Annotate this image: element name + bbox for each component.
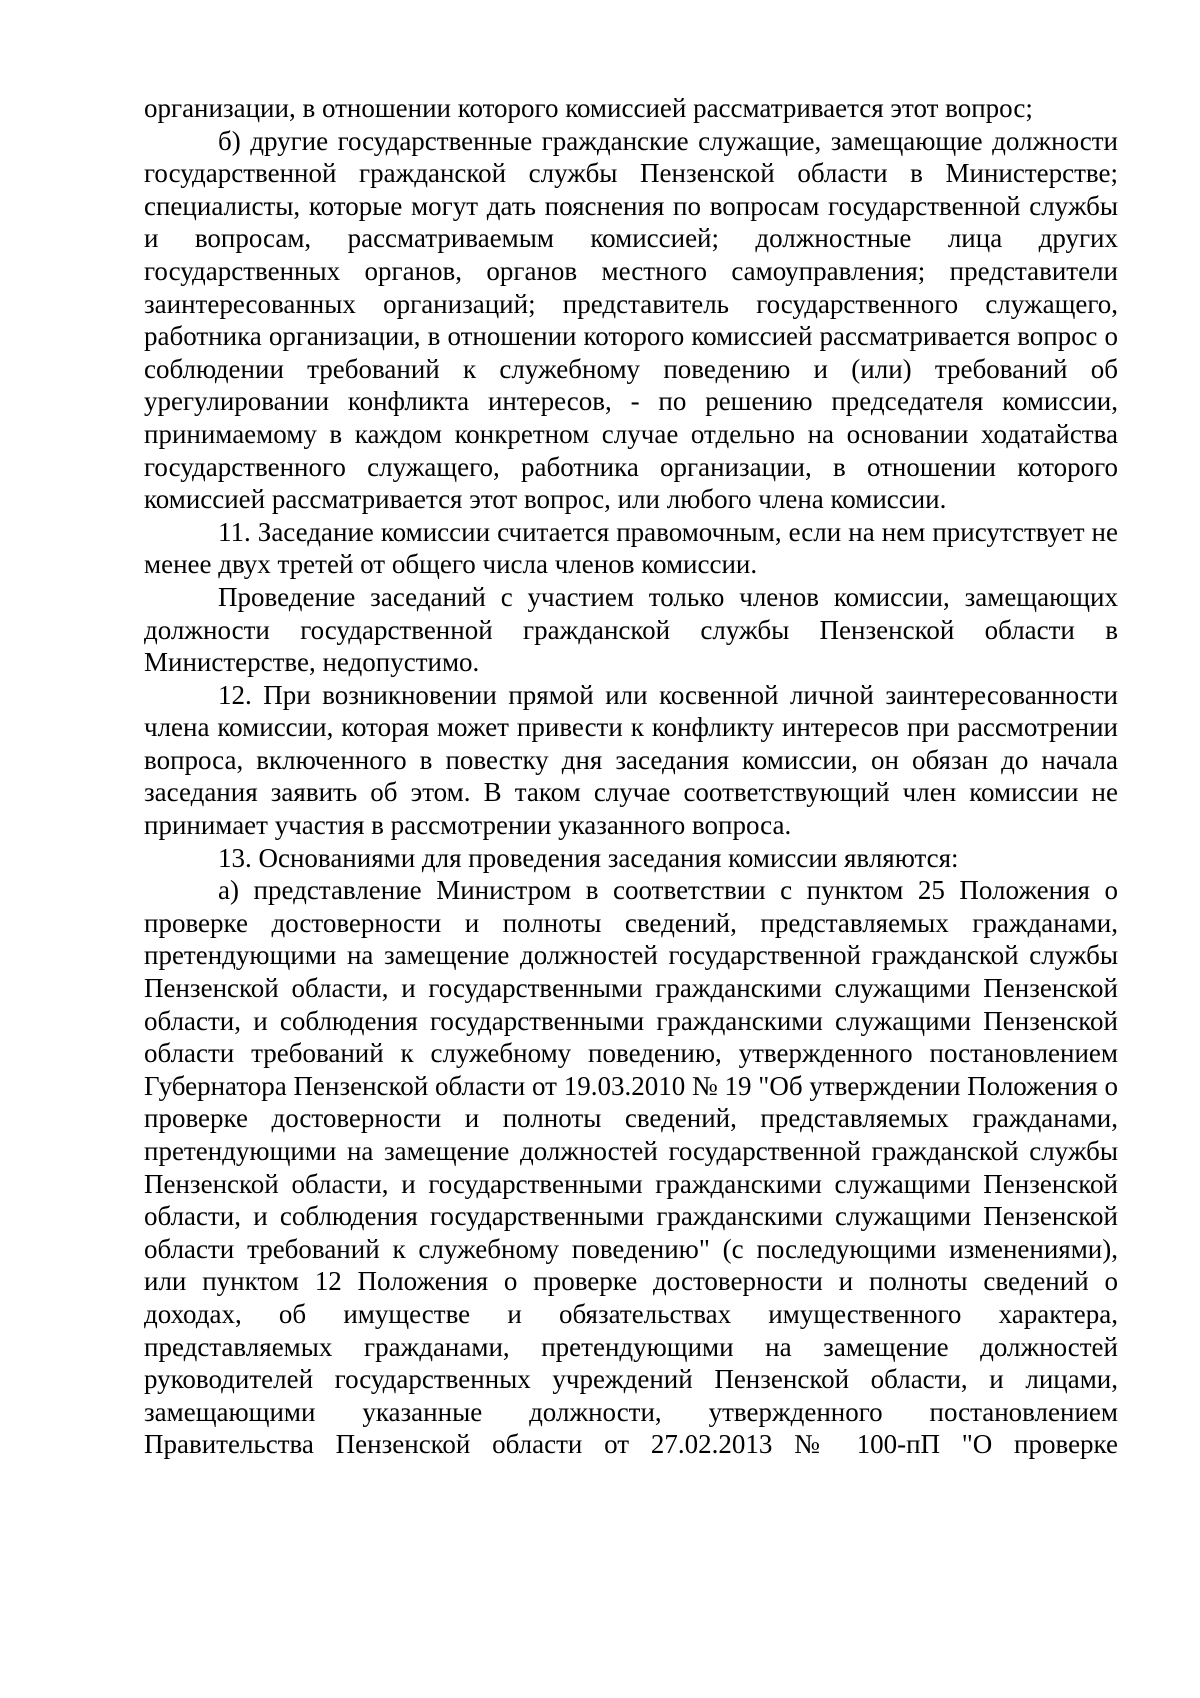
paragraph-12: 12. При возникновении прямой или косвенной личной заинтересованности члена комиссии, которая может привести к конфликту интересов при рассмотрении вопроса, включенного в повестку дня заседания комиссии, он обязан до начала заседания заявить об этом. В таком случае соответствующий член комиссии не принимает участия в рассмотрении указанного вопроса. xyxy=(144,679,1118,841)
paragraph-continuation: организации, в отношении которого комиссией рассматривается этот вопрос; xyxy=(144,93,1033,123)
paragraph-13-a: а) представление Министром в соответствии с пунктом 25 Положения о проверке достоверности и полноты сведений, представляемых гражданами, претендующими на замещение должностей государственной гражданской службы Пензенской области, и государственными гражданскими служащими Пензенской области, и соблюдения государственными гражданскими служащими Пензенской области требований к служебному поведению, утвержденного постановлением Губернатора Пензенской области от 19.03.2010 № 19 "Об утверждении Положения о проверке достоверности и полноты сведений, представляемых гражданами, претендующими на замещение должностей государственной гражданской службы Пензенской области, и государственными гражданскими служащими Пензенской области, и соблюдения государственными гражданскими служащими Пензенской области требований к служебному поведению" (с последующими изменениями), или пунктом 12 Положения о проверке достоверности и полноты сведений о доходах, об имуществе и обязательствах имущественного характера, представляемых гражданами, претендующими на замещение должностей руководителей государственных учреждений Пензенской области, и лицами, замещающими указанные должности, утвержденного постановлением Правительства Пензенской области от 27.02.2013 № 100-пП "О проверке xyxy=(144,875,1118,1460)
paragraph-b: б) другие государственные гражданские служащие, замещающие должности государственной гражданской службы Пензенской области в Министерстве; специалисты, которые могут дать пояснения по вопросам государственной службы и вопросам, рассматриваемым комиссией; должностные лица других государственных органов, органов местного самоуправления; представители заинтересованных организаций; представитель государственного служащего, работника организации, в отношении которого комиссией рассматривается вопрос о соблюдении требований к служебному поведению и (или) требований об урегулировании конфликта интересов, - по решению председателя комиссии, принимаемому в каждом конкретном случае отдельно на основании ходатайства государственного служащего, работника организации, в отношении которого комиссией рассматривается этот вопрос, или любого члена комиссии. xyxy=(144,125,1118,515)
paragraph-11: 11. Заседание комиссии считается правомочным, если на нем присутствует не менее двух третей от общего числа членов комиссии. xyxy=(144,516,1118,580)
document-body xyxy=(144,92,1118,1461)
paragraph-11-note: Проведение заседаний с участием только членов комиссии, замещающих должности государственной гражданской службы Пензенской области в Министерстве, недопустимо. xyxy=(144,581,1118,678)
paragraph-13: 13. Основаниями для проведения заседания комиссии являются: xyxy=(218,842,959,873)
